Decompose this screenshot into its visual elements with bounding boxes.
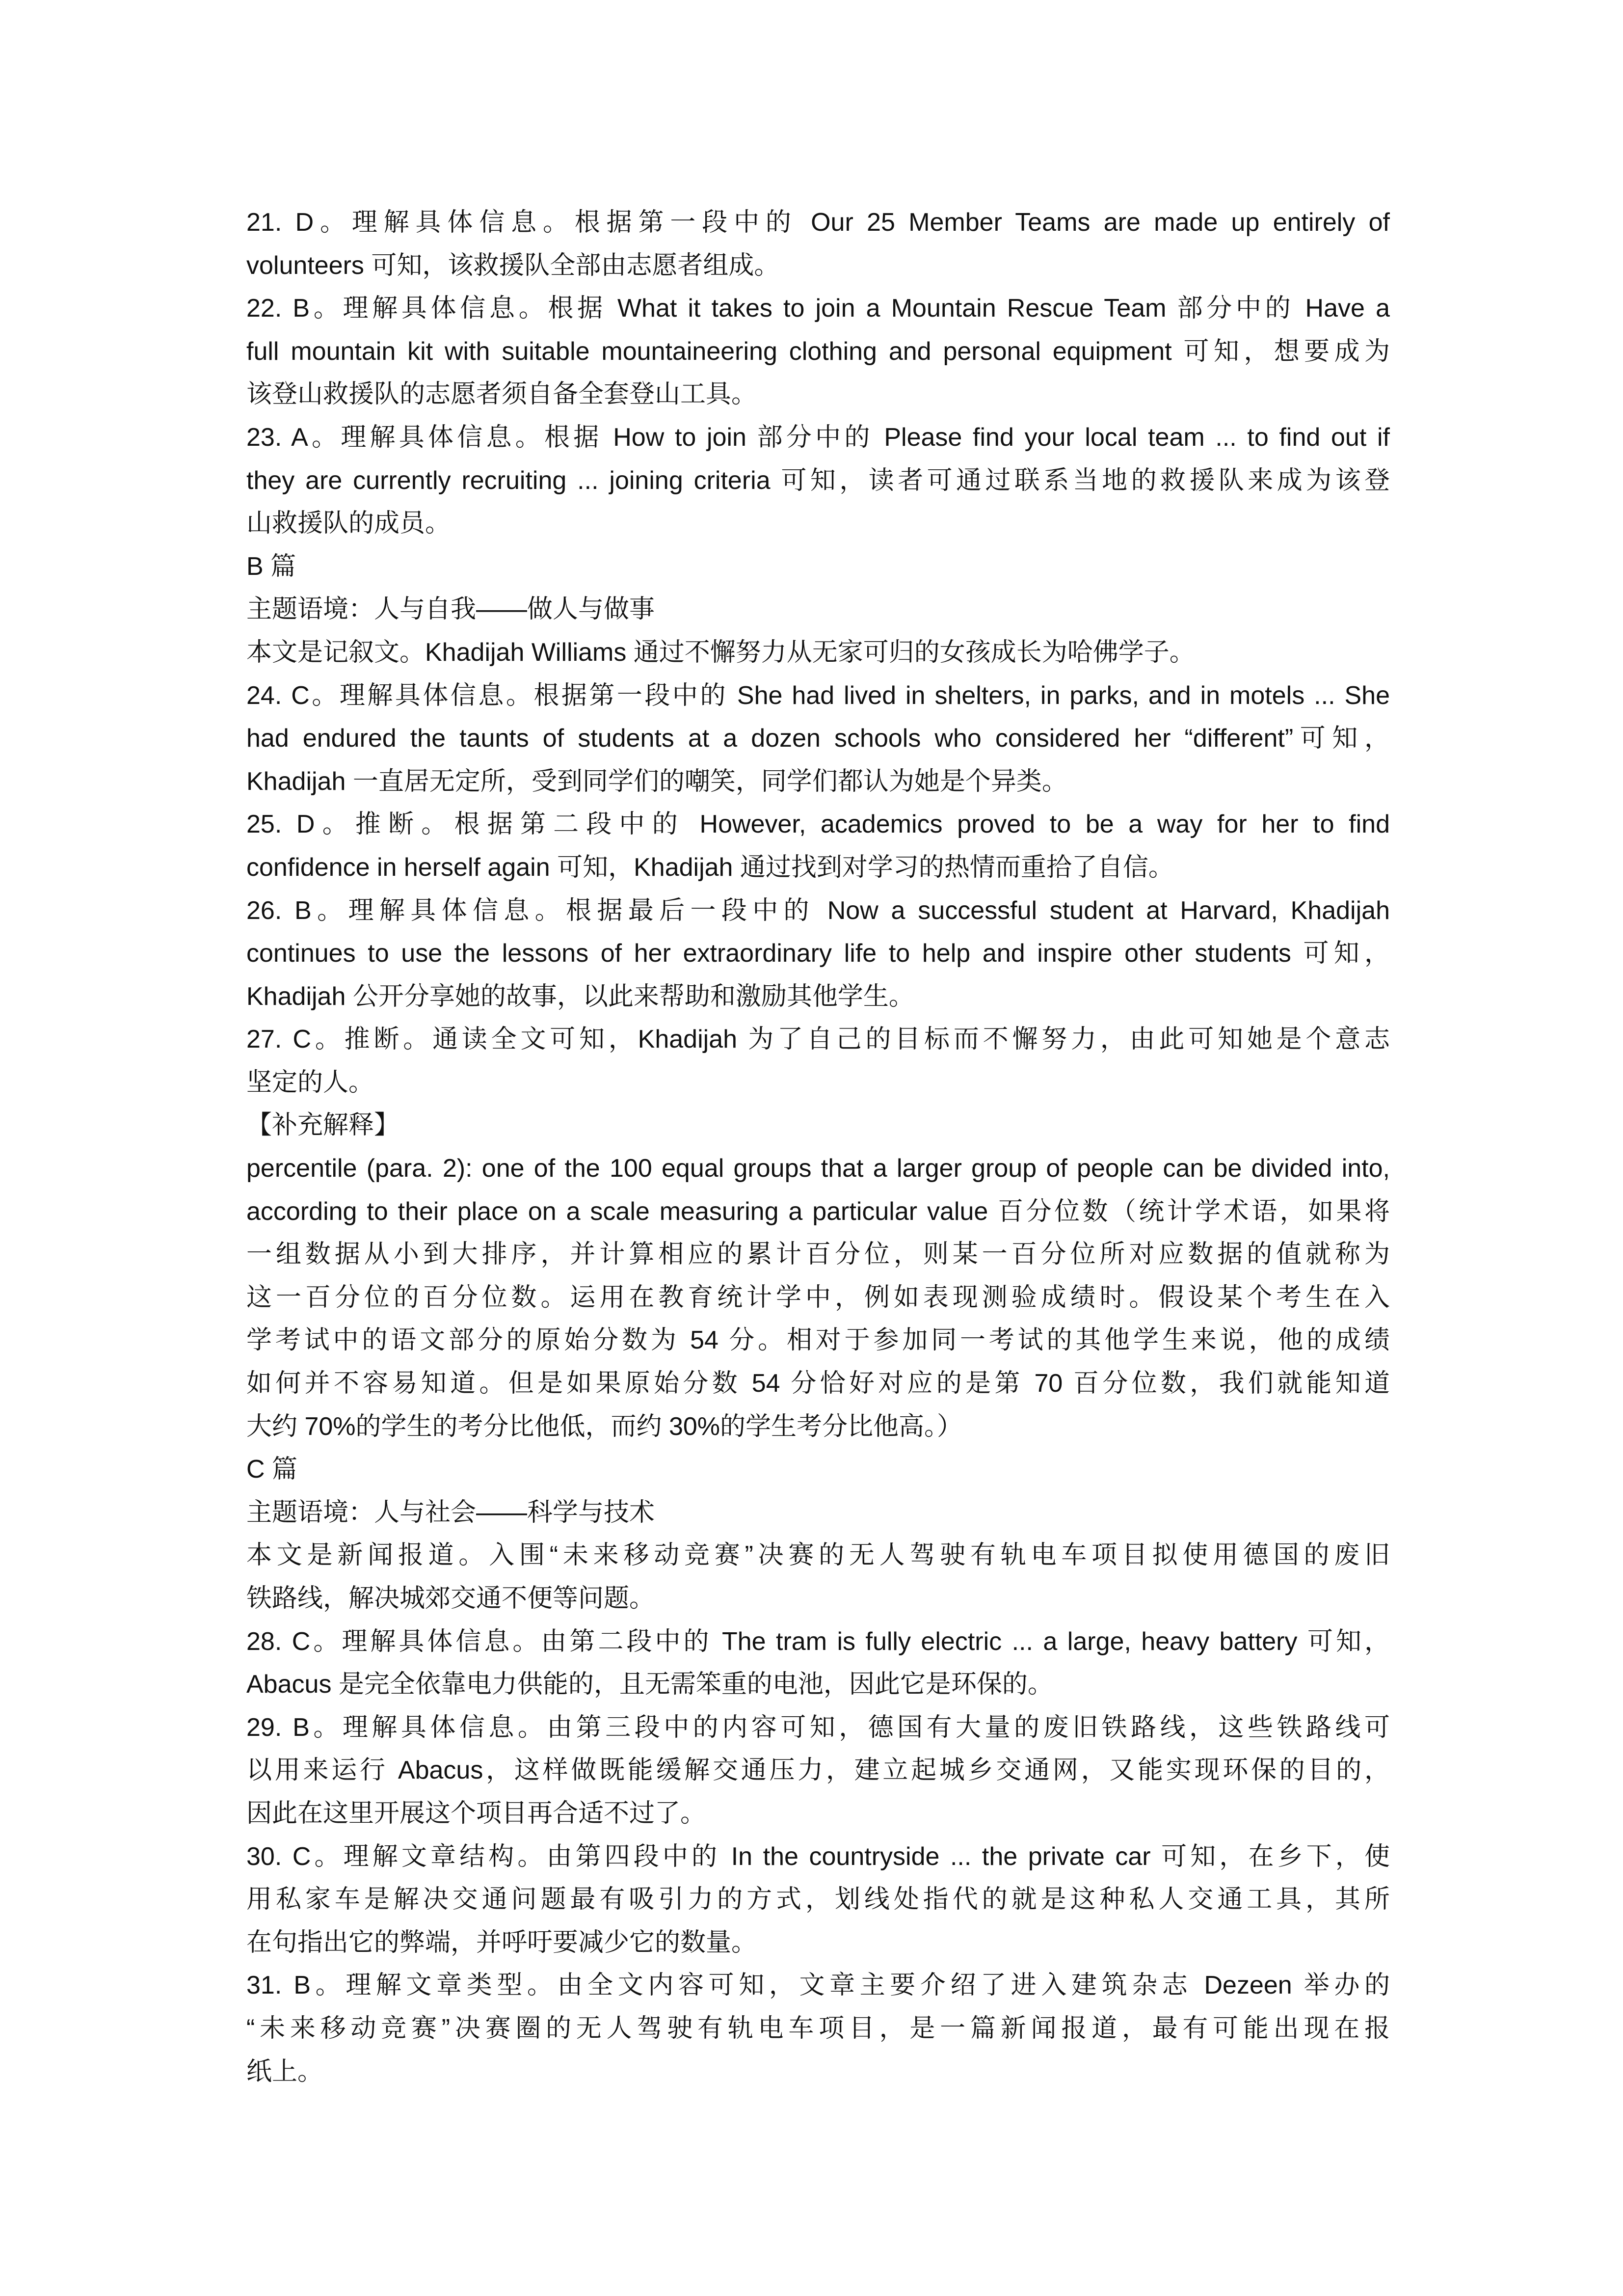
text-line: 一组数据从小到大排序，并计算相应的累计百分位，则某一百分位所对应数据的值就称为: [246, 1240, 1390, 1269]
text-line: 在句指出它的弊端，并呼吁要减少它的数量。: [246, 1928, 757, 1957]
text-line: 24. C。理解具体信息。根据第一段中的 She had lived in shelters, in parks, and in motels ... She: [246, 681, 1390, 710]
text-line: 用私家车是解决交通问题最有吸引力的方式，划线处指代的就是这种私人交通工具，其所: [246, 1885, 1390, 1914]
text-line: 纸上。: [246, 2057, 323, 2086]
text-line: 27. C。推断。通读全文可知，Khadijah 为了自己的目标而不懈努力，由此可知她是个意志: [246, 1025, 1390, 1054]
text-line: 本文是新闻报道。入围“未来移动竞赛”决赛的无人驾驶有轨电车项目拟使用德国的废旧: [246, 1541, 1390, 1570]
text-line: 山救援队的成员。: [246, 509, 451, 538]
text-line: 主题语境：人与自我——做人与做事: [246, 595, 655, 624]
text-line: B 篇: [246, 552, 296, 581]
text-line: “未来移动竞赛”决赛圈的无人驾驶有轨电车项目，是一篇新闻报道，最有可能出现在报: [246, 2014, 1390, 2043]
text-line: 25. D。推断。根据第二段中的 However, academics proved to be a way for her to find: [246, 810, 1390, 839]
text-line: 29. B。理解具体信息。由第三段中的内容可知，德国有大量的废旧铁路线，这些铁路线可: [246, 1713, 1390, 1742]
text-line: Khadijah 一直居无定所，受到同学们的嘲笑，同学们都认为她是个异类。: [246, 767, 1067, 796]
text-line: 30. C。理解文章结构。由第四段中的 In the countryside ... the private car 可知，在乡下，使: [246, 1842, 1390, 1871]
text-line: 这一百分位的百分位数。运用在教育统计学中，例如表现测验成绩时。假设某个考生在入: [246, 1283, 1390, 1312]
text-line: full mountain kit with suitable mountaineering clothing and personal equipment 可知，想要成为: [246, 337, 1390, 366]
text-line: 主题语境：人与社会——科学与技术: [246, 1498, 655, 1527]
text-line: 28. C。理解具体信息。由第二段中的 The tram is fully electric ... a large, heavy battery 可知，: [246, 1627, 1390, 1656]
text-line: 23. A。理解具体信息。根据 How to join 部分中的 Please find your local team ... to find out if: [246, 423, 1390, 452]
text-line: percentile (para. 2): one of the 100 equal groups that a larger group of people can be divided into,: [246, 1154, 1390, 1183]
text-line: 如何并不容易知道。但是如果原始分数 54 分恰好对应的是第 70 百分位数，我们就能知道: [246, 1369, 1390, 1398]
text-line: according to their place on a scale measuring a particular value 百分位数（统计学术语，如果将: [246, 1197, 1390, 1226]
text-line: they are currently recruiting ... joining criteria 可知，读者可通过联系当地的救援队来成为该登: [246, 466, 1390, 495]
text-line: 因此在这里开展这个项目再合适不过了。: [246, 1799, 706, 1828]
text-line: 本文是记叙文。Khadijah Williams 通过不懈努力从无家可归的女孩成长为哈佛学子。: [246, 638, 1195, 667]
text-line: 22. B。理解具体信息。根据 What it takes to join a Mountain Rescue Team 部分中的 Have a: [246, 294, 1390, 323]
text-line: Abacus 是完全依靠电力供能的，且无需笨重的电池，因此它是环保的。: [246, 1670, 1053, 1699]
text-line: 大约 70%的学生的考分比他低，而约 30%的学生考分比他高。）: [246, 1412, 963, 1441]
text-line: 26. B。理解具体信息。根据最后一段中的 Now a successful student at Harvard, Khadijah: [246, 896, 1390, 925]
text-line: 以用来运行 Abacus，这样做既能缓解交通压力，建立起城乡交通网，又能实现环保的目的，: [246, 1756, 1390, 1785]
text-line: confidence in herself again 可知，Khadijah 通过找到对学习的热情而重拾了自信。: [246, 853, 1174, 882]
text-line: Khadijah 公开分享她的故事，以此来帮助和激励其他学生。: [246, 982, 914, 1011]
text-line: 21. D。理解具体信息。根据第一段中的 Our 25 Member Teams are made up entirely of: [246, 208, 1390, 237]
text-line: 坚定的人。: [246, 1068, 374, 1097]
text-line: 学考试中的语文部分的原始分数为 54 分。相对于参加同一考试的其他学生来说，他的成绩: [246, 1326, 1390, 1355]
text-line: C 篇: [246, 1455, 298, 1484]
text-line: 【补充解释】: [246, 1111, 400, 1140]
text-line: continues to use the lessons of her extraordinary life to help and inspire other students 可知，: [246, 939, 1390, 968]
text-line: 该登山救援队的志愿者须自备全套登山工具。: [246, 380, 757, 409]
text-line: 铁路线，解决城郊交通不便等问题。: [246, 1584, 655, 1613]
text-line: volunteers 可知，该救援队全部由志愿者组成。: [246, 251, 780, 280]
text-line: 31. B。理解文章类型。由全文内容可知，文章主要介绍了进入建筑杂志 Dezeen 举办的: [246, 1971, 1390, 2000]
document-page: [246, 201, 1390, 2093]
text-line: had endured the taunts of students at a dozen schools who considered her “different”可知，: [246, 724, 1390, 753]
